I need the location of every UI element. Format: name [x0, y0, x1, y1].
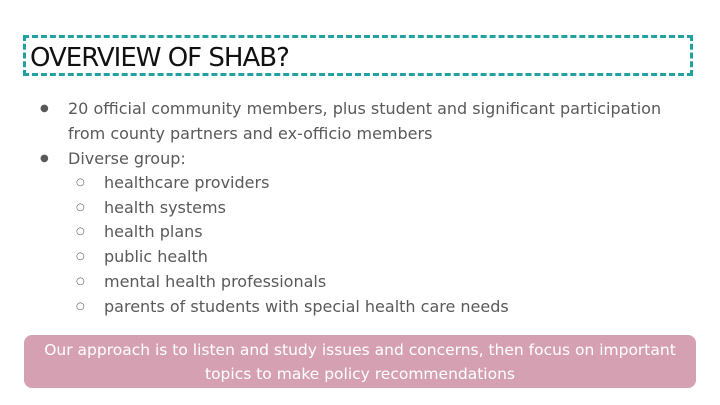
bullet-dot-icon: ●	[40, 103, 49, 114]
sub-bullet-text: mental health professionals	[104, 271, 327, 291]
bullet-text: Diverse group:	[68, 149, 186, 168]
sub-bullet-text: parents of students with special health care needs	[104, 296, 509, 316]
sub-bullet-text: healthcare providers	[104, 173, 270, 192]
hollow-circle-icon: ○	[76, 226, 85, 238]
sub-bullet-item	[34, 295, 694, 320]
sub-bullet-item	[34, 171, 694, 196]
callout-banner	[24, 335, 696, 388]
hollow-circle-icon: ○	[76, 275, 85, 287]
callout-text: Our approach is to listen and study issues and concerns, then focus on important topics to make policy recommendations	[44, 341, 676, 383]
bullet-text: 20 official community members, plus student and significant participation from county partners and ex-officio members	[68, 99, 662, 143]
sub-bullet-item	[34, 196, 694, 221]
hollow-circle-icon: ○	[76, 251, 85, 263]
bullet-item	[34, 146, 694, 171]
hollow-circle-icon: ○	[76, 177, 85, 188]
bullet-dot-icon: ●	[40, 153, 49, 164]
sub-bullet-item	[34, 220, 694, 245]
bullet-list	[34, 96, 694, 319]
slide-title: OVERVIEW OF SHAB?	[30, 43, 289, 73]
slide-content	[34, 96, 694, 319]
hollow-circle-icon: ○	[76, 300, 85, 312]
sub-bullet-text: public health	[104, 247, 208, 267]
sub-bullet-item	[34, 245, 694, 270]
sub-bullet-item	[34, 270, 694, 295]
bullet-item	[34, 96, 694, 146]
hollow-circle-icon: ○	[76, 201, 85, 213]
sub-bullet-text: health plans	[104, 222, 203, 242]
sub-bullet-text: health systems	[104, 197, 226, 217]
